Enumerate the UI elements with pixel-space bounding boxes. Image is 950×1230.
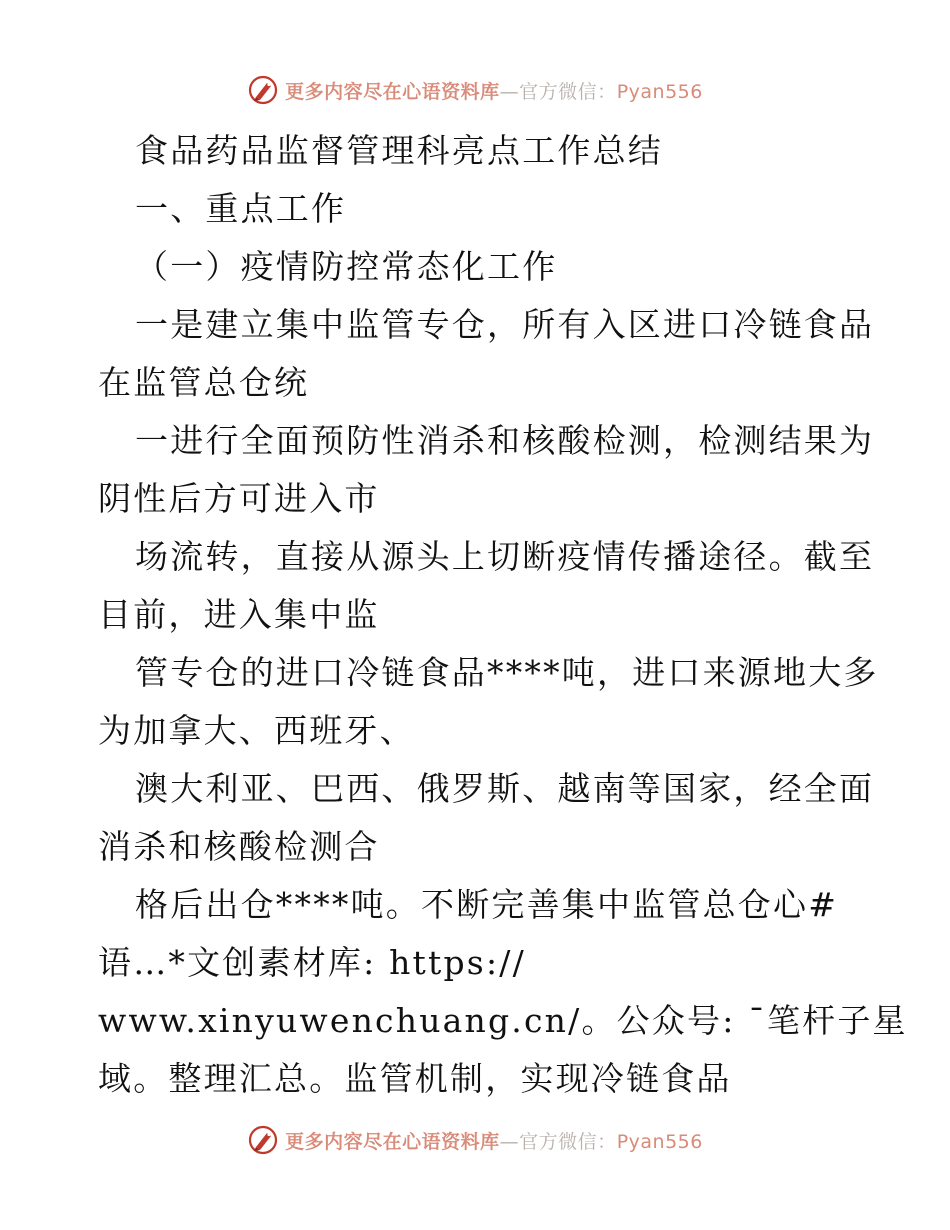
paragraph-line: 语…*文创素材库: https://	[98, 943, 526, 982]
paragraph-line: 为加拿大、西班牙、	[98, 711, 415, 750]
paragraph-line: 域。整理汇总。监管机制，实现冷链食品	[98, 1059, 732, 1098]
paragraph-line: 澳大利亚、巴西、俄罗斯、越南等国家，经全面	[135, 769, 875, 808]
pen-logo-icon	[247, 74, 279, 106]
watermark-group	[247, 74, 703, 106]
watermark-text: 更多内容尽在心语资料库—官方微信：Pyan556	[285, 1130, 703, 1153]
paragraph-line: 一是建立集中监管专仓，所有入区进口冷链食品	[135, 305, 875, 344]
watermark-text: 更多内容尽在心语资料库—官方微信：Pyan556	[285, 80, 703, 103]
document-title: 食品药品监督管理科亮点工作总结	[135, 131, 663, 170]
paragraph-line: 在监管总仓统	[98, 363, 310, 402]
watermark-group	[247, 1124, 703, 1156]
paragraph-line: 一进行全面预防性消杀和核酸检测，检测结果为	[135, 421, 875, 460]
section-heading: 一、重点工作	[135, 189, 347, 228]
paragraph-line: www.xinyuwenchuang.cn/。公众号: ¯笔杆子星	[98, 1001, 908, 1040]
pen-logo-icon	[247, 1124, 279, 1156]
header-watermark	[0, 70, 950, 110]
paragraph-line: 阴性后方可进入市	[98, 479, 380, 518]
paragraph-line: 场流转，直接从源头上切断疫情传播途径。截至	[135, 537, 875, 576]
paragraph-line: 目前，进入集中监	[98, 595, 380, 634]
subsection-heading: （一）疫情防控常态化工作	[135, 247, 558, 286]
document-body	[98, 122, 908, 1108]
paragraph-line: 管专仓的进口冷链食品****吨，进口来源地大多	[135, 653, 879, 692]
footer-watermark	[0, 1120, 950, 1160]
paragraph-line: 格后出仓****吨。不断完善集中监管总仓心#	[135, 885, 839, 924]
paragraph-line: 消杀和核酸检测合	[98, 827, 380, 866]
